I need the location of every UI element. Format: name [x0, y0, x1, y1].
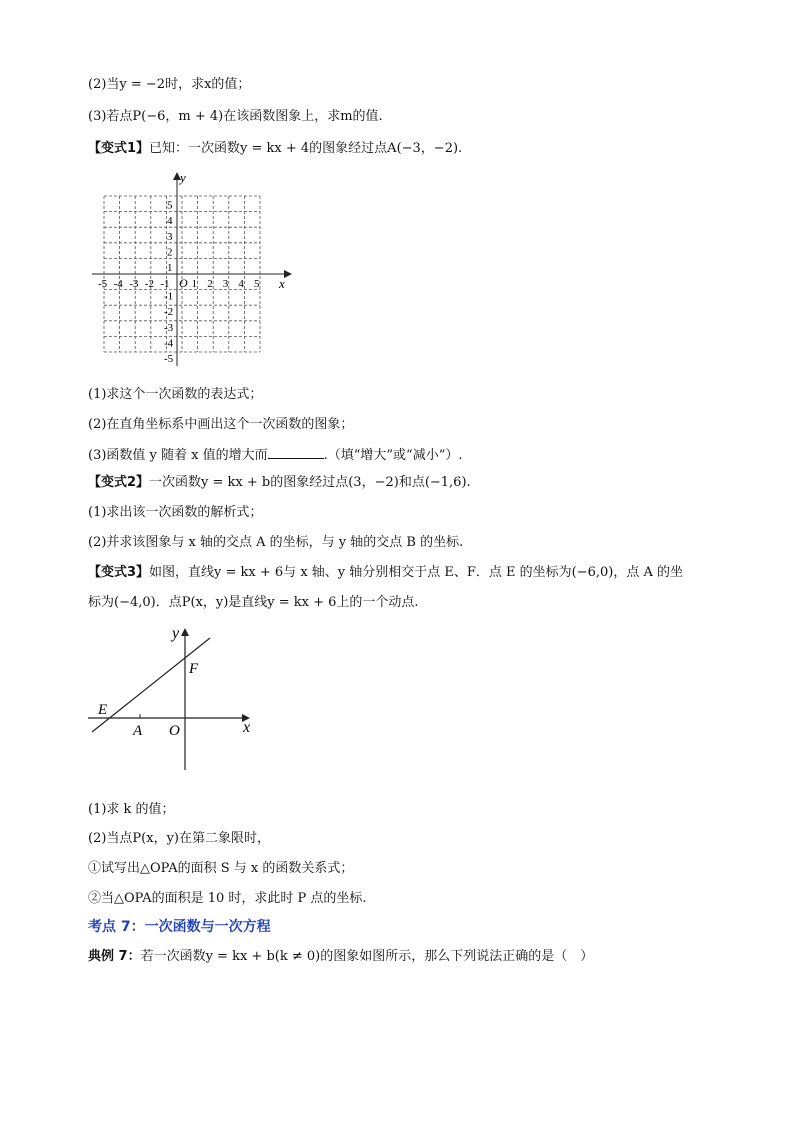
variant-3-q2-part2: ②当△OPA的面积是 10 时，求此时 P 点的坐标.	[88, 891, 367, 906]
variant-3-label: 【变式3】	[88, 565, 150, 580]
variant-3-q2: (2)当点P(x，y)在第二象限时，	[88, 831, 270, 846]
variant-1-statement	[88, 140, 462, 158]
grid-y-tick-label: -3	[164, 321, 174, 334]
fig2-point-f: F	[189, 661, 199, 677]
variant-1-q3	[88, 446, 462, 465]
variant-2-text: 一次函数y = kx + b的图象经过点(3，−2)和点(−1,6).	[149, 475, 471, 490]
grid-x-axis-arrow	[284, 270, 292, 278]
question-3-find-m: (3)若点P(−6，m + 4)在该函数图象上，求m的值.	[88, 109, 383, 124]
grid-y-tick-label: 1	[167, 262, 173, 274]
fig2-y-axis-arrow	[181, 628, 189, 636]
grid-x-tick-label: 5	[254, 278, 260, 290]
grid-x-tick-label: -3	[129, 278, 139, 290]
variant-2-label: 【变式2】	[88, 475, 150, 490]
variant-1-q3-hint: .（填“增大”或“减小”）.	[323, 448, 463, 463]
example-7-label: 典例 7：	[88, 949, 141, 964]
variant-1-text: 已知：一次函数y = kx + 4的图象经过点A(−3，−2).	[149, 141, 463, 156]
line-intersection-figure	[88, 618, 288, 778]
grid-x-tick-label: 3	[222, 278, 229, 290]
question-2-find-x: (2)当y = −2时，求x的值；	[88, 77, 251, 92]
example-7-statement	[88, 948, 593, 966]
grid-origin-label: O	[179, 276, 188, 290]
answer-blank[interactable]	[268, 446, 324, 459]
grid-x-axis-label: x	[279, 276, 285, 291]
fig2-point-a: A	[133, 723, 143, 739]
section-heading-point-7: 考点 7：一次函数与一次方程	[88, 919, 271, 935]
grid-y-tick-label: -4	[164, 337, 174, 350]
variant-1-q3-text: (3)函数值 y 随着 x 值的增大而	[88, 448, 268, 463]
variant-1-q1: (1)求这个一次函数的表达式；	[88, 387, 263, 402]
variant-3-statement-cont: 标为(−4,0)．点P(x，y)是直线y = kx + 6上的一个动点.	[88, 595, 419, 610]
fig2-point-e: E	[98, 702, 108, 718]
grid-y-tick-label: 3	[167, 230, 173, 243]
variant-2-statement	[88, 474, 471, 492]
grid-y-tick-label: 2	[167, 246, 173, 259]
fig2-x-label: x	[243, 719, 251, 736]
grid-x-tick-label: -4	[113, 278, 123, 290]
grid-x-tick-label: -1	[160, 278, 170, 290]
grid-y-tick-label: 4	[167, 215, 173, 228]
fig2-origin: O	[169, 723, 180, 739]
variant-3-text: 如图，直线y = kx + 6与 x 轴、y 轴分别相交于点 E、F．点 E 的坐标为(−6,0)，点 A 的坐	[149, 565, 684, 580]
grid-y-axis-label: y	[180, 170, 186, 185]
coordinate-grid-figure	[88, 170, 308, 370]
grid-x-tick-label: -5	[98, 278, 108, 290]
grid-x-tick-label: 2	[207, 278, 213, 290]
grid-x-tick-label: -2	[144, 278, 154, 290]
grid-x-tick-label: 1	[191, 278, 198, 290]
grid-y-tick-label: -2	[164, 306, 174, 319]
variant-3-q2-part1: ①试写出△OPA的面积 S 与 x 的函数关系式；	[88, 861, 354, 876]
grid-y-tick-label: -5	[164, 353, 174, 365]
grid-y-tick-label: 5	[167, 199, 173, 212]
example-7-text: 若一次函数y = kx + b(k ≠ 0)的图象如图所示，那么下列说法正确的是（ ）	[140, 949, 594, 964]
fig2-y-label: y	[172, 625, 180, 642]
variant-3-q1: (1)求 k 的值；	[88, 802, 175, 817]
grid-y-tick-label: -1	[164, 290, 174, 303]
variant-2-q2: (2)并求该图象与 x 轴的交点 A 的坐标，与 y 轴的交点 B 的坐标.	[88, 535, 464, 550]
variant-3-statement	[88, 564, 683, 582]
variant-1-label: 【变式1】	[88, 141, 150, 156]
variant-2-q1: (1)求出该一次函数的解析式；	[88, 505, 263, 520]
grid-x-tick-label: 4	[238, 278, 244, 290]
variant-1-q2: (2)在直角坐标系中画出这个一次函数的图象；	[88, 417, 354, 432]
